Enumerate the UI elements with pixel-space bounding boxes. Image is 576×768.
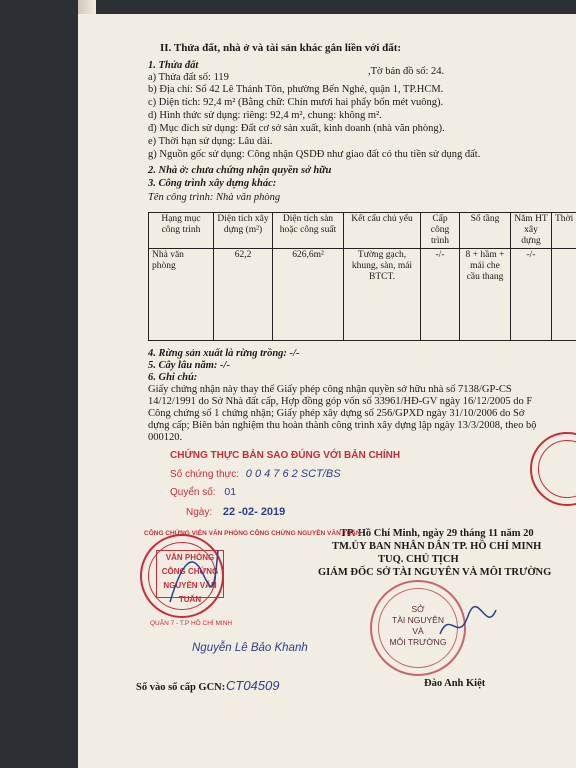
department-stamp-line: MÔI TRƯỜNG [389, 637, 447, 647]
certification-book-label: Quyển số: [170, 487, 216, 498]
notary-stamp-line: CÔNG CHỨNG [161, 567, 219, 576]
forest-line: 4. Rừng sản xuất là rừng trồng: -/- [148, 348, 300, 359]
certification-number [170, 468, 341, 481]
certificate-page [78, 14, 576, 768]
usage-purpose: đ) Mục đích sử dụng: Đất cơ sở sản xuất, kinh doanh (nhà văn phòng). [148, 123, 445, 134]
department-stamp-line: VÀ [412, 626, 424, 636]
table-header-row [149, 213, 576, 249]
certification-date [186, 506, 285, 519]
register-value: CT04509 [226, 678, 280, 693]
table-row [149, 249, 576, 341]
department-stamp-line: TÀI NGUYÊN [392, 615, 444, 625]
table-header-cell: Số tầng [460, 213, 511, 249]
note-line: 000120. [148, 432, 183, 443]
note-line: Giấy chứng nhận này thay thế Giấy phép công nhận quyền sở hữu nhà số 7138/GP-CS [148, 384, 512, 395]
director-signature-icon [438, 604, 498, 644]
usage-duration: e) Thời hạn sử dụng: Lâu dài. [148, 136, 273, 147]
issuer-line-3: GIÁM ĐỐC SỞ TÀI NGUYÊN VÀ MÔI TRƯỜNG [318, 567, 552, 578]
certification-title: CHỨNG THỰC BẢN SAO ĐÚNG VỚI BẢN CHÍNH [170, 450, 401, 461]
table-cell: Tường gạch, khung, sàn, mái BTCT. [344, 249, 421, 341]
certification-book [170, 486, 236, 499]
red-round-stamp-edge [530, 432, 576, 506]
table-header-cell: Cấp công trình [421, 213, 460, 249]
notes-heading: 6. Ghi chú: [148, 372, 198, 383]
table-header-cell: Diện tích xây dựng (m²) [214, 213, 273, 249]
table-cell: -/- [421, 249, 460, 341]
table-header-cell: Kết cấu chủ yếu [344, 213, 421, 249]
issuer-line-2: TUQ. CHỦ TỊCH [378, 554, 459, 565]
table-header-cell: Hạng mục công trình [149, 213, 214, 249]
perennial-line: 5. Cây lâu năm: -/- [148, 360, 230, 371]
director-name: Đào Anh Kiệt [424, 678, 486, 689]
table-header-cell: Năm HT xây dựng [511, 213, 552, 249]
notary-signer-name: Nguyễn Lê Bảo Khanh [192, 642, 308, 654]
certification-number-label: Số chứng thực: [170, 469, 239, 480]
certification-book-value: 01 [224, 486, 237, 498]
table-header-cell: Diện tích sàn hoặc công suất [273, 213, 344, 249]
note-line: Công chứng số 1 chứng nhận; Giấy phép xây dựng số 256/GPXD ngày 31/10/2006 do Sở [148, 408, 525, 419]
house-status: 2. Nhà ở: chưa chứng nhận quyền sở hữu [148, 165, 332, 176]
usage-form: d) Hình thức sử dụng: riêng: 92,4 m², chung: không m². [148, 110, 382, 121]
table-cell: 626,6m² [273, 249, 344, 341]
notary-stamp-bottom: QUẬN 7 - T.P HỒ CHÍ MINH [150, 620, 233, 627]
notary-signature-icon [162, 542, 222, 612]
notary-stamp-line: NGUYỄN VĂN TUẤN [163, 581, 217, 604]
table-cell: Nhà văn phòng [149, 249, 214, 341]
certification-date-value: 22 -02- 2019 [222, 506, 286, 518]
register-label: Số vào sổ cấp GCN: [136, 682, 226, 693]
table-cell [552, 249, 576, 341]
construction-heading: 3. Công trình xây dựng khác: [148, 178, 277, 189]
note-line: dựng cấp; Biên bản nghiệm thu hoàn thành công trình xây dựng lập ngày 13/3/2008, theo bộ [148, 420, 537, 431]
table-cell: -/- [511, 249, 552, 341]
table-cell: 8 + hầm + mái che cầu thang [460, 249, 511, 341]
construction-name: Tên công trình: Nhà văn phòng [148, 192, 281, 203]
usage-origin: g) Nguồn gốc sử dụng: Công nhận QSDĐ như giao đất có thu tiền sử dụng đất. [148, 149, 481, 160]
section-title: II. Thửa đất, nhà ở và tài sản khác gắn liền với đất: [160, 42, 402, 54]
certification-date-label: Ngày: [186, 507, 213, 518]
construction-table [148, 212, 576, 341]
note-line: 14/12/1991 do Sở Nhà đất cấp, Hợp đồng góp vốn số 33961/HĐ-GV ngày 16/12/2005 do F [148, 396, 533, 407]
certification-number-value: 0 0 4 7 6 2 SCT/BS [245, 468, 341, 480]
map-sheet-number: ,Tờ bản đồ số: 24. [368, 66, 445, 77]
department-stamp-line: SỞ [411, 604, 425, 614]
notary-stamp-top: CÔNG CHỨNG VIÊN VĂN PHÒNG CÔNG CHỨNG NGUYỄN VĂN TUẤN [144, 530, 361, 537]
land-area: c) Diện tích: 92,4 m² (Bằng chữ: Chín mươi hai phẩy bốn mét vuông). [148, 97, 444, 108]
parcel-number: a) Thửa đất số: 119 [148, 72, 229, 83]
table-cell: 62,2 [214, 249, 273, 341]
land-heading: 1. Thửa đất [148, 60, 199, 71]
issuer-place-date: TP. Hồ Chí Minh, ngày 29 tháng 11 năm 20 [340, 528, 534, 539]
notary-stamp-line: VĂN PHÒNG [165, 553, 215, 562]
table-header-cell: Thời [552, 213, 576, 249]
land-address: b) Địa chỉ: Số 42 Lê Thánh Tôn, phường Bến Nghé, quận 1, TP.HCM. [148, 84, 444, 95]
issuer-line-1: TM.ỦY BAN NHÂN DÂN TP. HỒ CHÍ MINH [332, 541, 542, 552]
